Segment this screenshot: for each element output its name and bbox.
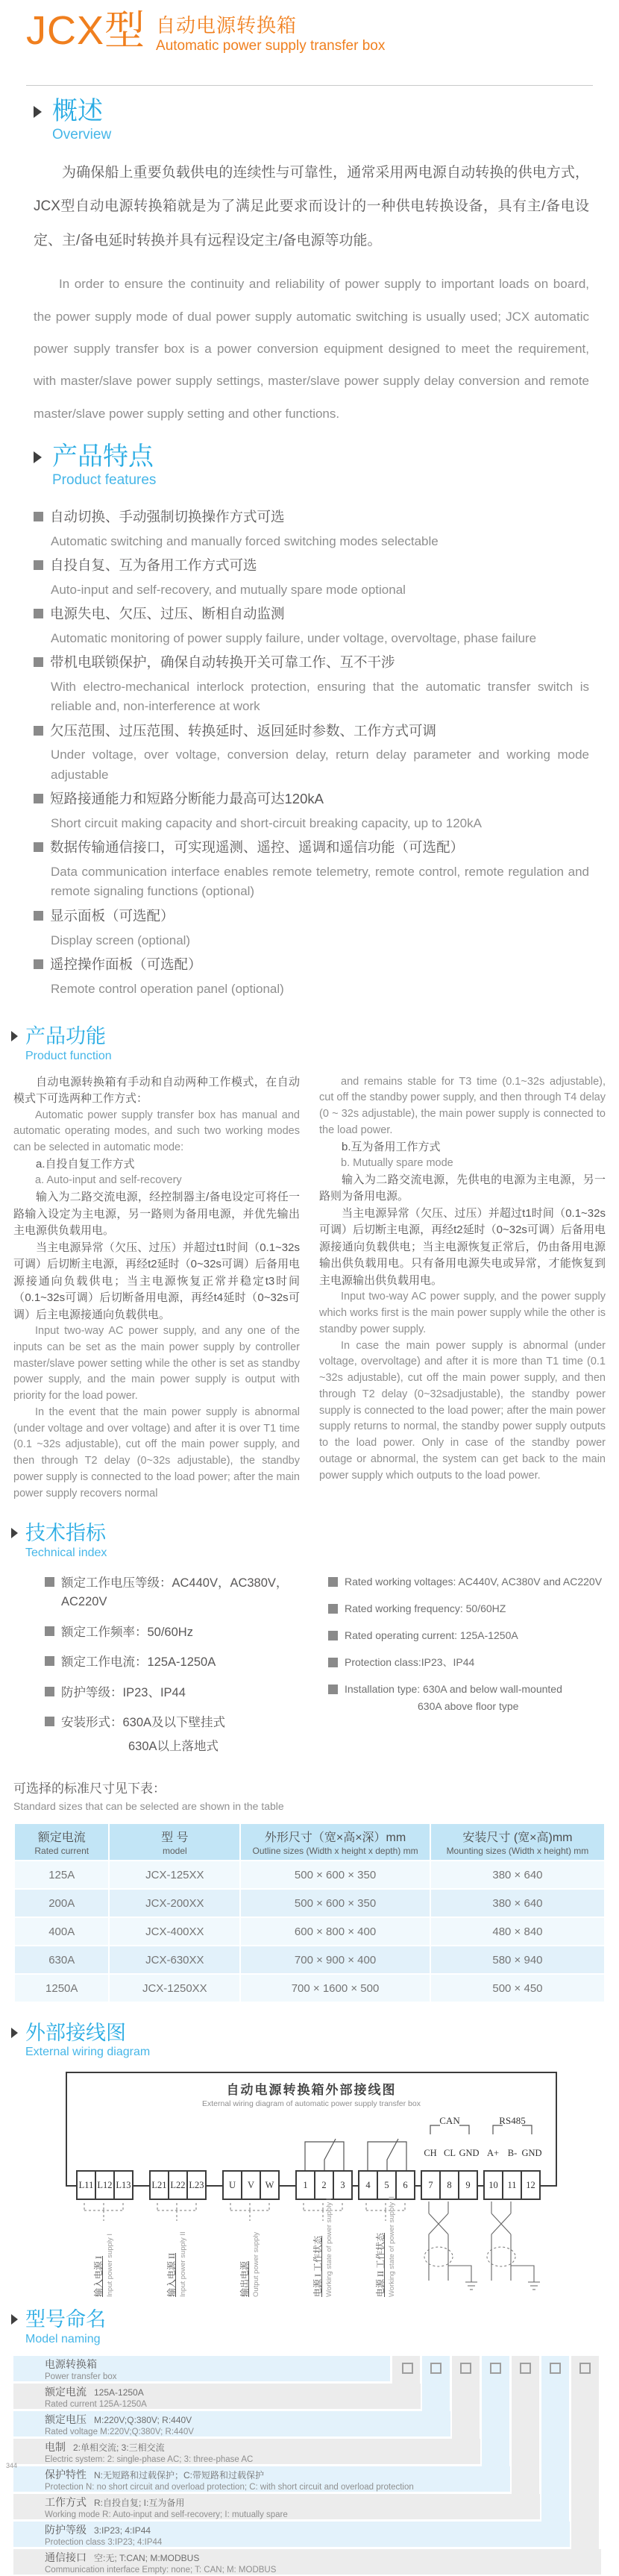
feature-item (34, 604, 589, 648)
code-box-icon (460, 2363, 471, 2374)
group-label-input2 (166, 2232, 188, 2298)
tech-right-column (328, 1574, 619, 1764)
function-paragraph: Automatic power supply transfer box has manual and automatic operating modes, and such two working modes can be selected in automatic mode: (13, 1109, 300, 1154)
table-row (15, 1861, 604, 1888)
group-label-input1 (93, 2234, 115, 2297)
naming-row (13, 2439, 480, 2464)
naming-label-en: Power transfer box (45, 2372, 117, 2381)
section-arrow-icon (34, 451, 42, 463)
naming-desc-zh: N:无短路和过载保护；C:带短路和过载保护 (94, 2469, 265, 2481)
terminal: 1 (295, 2170, 315, 2200)
terminal: L12 (95, 2170, 115, 2200)
terminal: 3 (333, 2170, 353, 2200)
feature-text-zh: 欠压范围、过压范围、转换延时、返回延时参数、工作方式可调 (50, 722, 437, 739)
terminal: 2 (314, 2170, 334, 2200)
bullet-square-icon (328, 1631, 338, 1640)
tech-item-en: Rated operating current: 125A-1250A (345, 1629, 518, 1641)
section-title-zh: 技术指标 (25, 1522, 106, 1545)
section-title-en: Product function (25, 1049, 112, 1062)
group-label-zh: 输出电源 (239, 2261, 250, 2298)
table-header-row (15, 1824, 604, 1860)
naming-heading (11, 2307, 619, 2346)
terminal: 8 (439, 2170, 459, 2200)
feature-text-en: Remote control operation panel (optional) (51, 981, 284, 996)
table-row (15, 1890, 604, 1917)
group-label-en: Input power supply II (178, 2231, 187, 2298)
naming-label-zh: 额定电流 (45, 2385, 87, 2398)
section-overview (0, 96, 619, 430)
wiring-under-area (66, 2187, 557, 2300)
function-paragraph: Input two-way AC power supply, and any one of the inputs can be set as the main power supply by controller master/slave power setting while the other is set as standby power supply, and the main power supply is output with priority for the load power. (13, 1325, 300, 1403)
cell-rated-current: 1250A (15, 1975, 108, 2002)
naming-row (13, 2466, 510, 2492)
terminal: 9 (458, 2170, 478, 2200)
wiring-box (66, 2072, 557, 2191)
feature-text-en: Automatic switching and manually forced switching modes selectable (51, 533, 439, 548)
bullet-square-icon (34, 609, 43, 618)
function-paragraph: 输入为二路交流电源，经控制器主/备电设定可将任一路输入设定为主电源，另一路则为备用电源，并优先输出主电源供负载用电。 (13, 1191, 300, 1238)
standard-sizes-table (13, 1823, 606, 2003)
feature-text-en: Short circuit making capacity and short-circuit breaking capacity, up to 120kA (51, 815, 482, 830)
wiring-connectors-graphic (66, 2201, 554, 2300)
bullet-square-icon (328, 1658, 338, 1667)
naming-desc-zh: 空:无; T:CAN; M:MODBUS (94, 2552, 200, 2563)
table-row (15, 1918, 604, 1945)
can-bus-label: CAN (439, 2115, 460, 2127)
group-label-state1 (312, 2199, 334, 2297)
tech-item-en: Rated working frequency: 50/60HZ (345, 1602, 506, 1614)
cell-model: JCX-125XX (110, 1861, 239, 1888)
section-title-en: External wiring diagram (25, 2046, 151, 2059)
naming-desc-zh: 2:单相交流; 3:三相交流 (73, 2442, 165, 2453)
cell-mounting-size: 580 × 940 (431, 1946, 604, 1973)
pin-label-aplus: A+ (486, 2148, 500, 2159)
feature-item (34, 507, 589, 551)
code-box-icon (490, 2363, 501, 2374)
function-paragraph: 自动电源转换箱有手动和自动两种工作模式，在自动模式下可选两种工作方式： (13, 1075, 300, 1106)
naming-desc-zh: R:自投自复; I:互为备用 (94, 2497, 185, 2508)
cell-outline-size: 500 × 600 × 350 (241, 1890, 430, 1917)
cell-outline-size: 700 × 900 × 400 (241, 1946, 430, 1973)
naming-strip (541, 2356, 569, 2522)
feature-item (34, 789, 589, 833)
naming-desc-zh: 3:IP23; 4:IP44 (94, 2525, 151, 2536)
section-title-en: Technical index (25, 1546, 107, 1559)
section-arrow-icon (11, 2028, 18, 2038)
naming-row (13, 2384, 421, 2409)
group-label-zh: 输入电源 II (166, 2253, 177, 2298)
terminal: L13 (113, 2170, 133, 2200)
code-box-icon (430, 2363, 442, 2374)
naming-strip (512, 2356, 539, 2494)
naming-desc-en: 125A-1250A (98, 2399, 147, 2409)
naming-label-zh: 工作方式 (45, 2495, 87, 2508)
bullet-square-icon (34, 726, 43, 736)
bullet-square-icon (45, 1656, 54, 1666)
naming-label-en: Protection class (45, 2537, 106, 2547)
cell-rated-current: 200A (15, 1890, 108, 1917)
feature-text-en: Automatic monitoring of power supply failure, under voltage, overvoltage, phase failure (51, 630, 537, 645)
feature-text-zh: 数据传输通信接口，可实现遥测、遥控、遥调和遥信功能（可选配） (50, 839, 465, 856)
naming-label-zh: 额定电压 (45, 2413, 87, 2425)
group-label-en: Working state of power supply II (387, 2196, 396, 2298)
table-row (15, 1975, 604, 2002)
tech-item-en: Rated working voltages: AC440V, AC380V and AC220V (345, 1575, 603, 1588)
wiring-diagram (66, 2072, 557, 2300)
section-title-zh: 概述 (52, 97, 103, 125)
bullet-square-icon (328, 1604, 338, 1614)
terminal: U (222, 2170, 242, 2200)
terminal: 6 (395, 2170, 415, 2200)
group-label-en: Working state of power supply I (324, 2199, 333, 2298)
bullet-square-icon (34, 959, 43, 969)
section-function (0, 1024, 619, 1502)
tech-item-en: Protection class:IP23、IP44 (345, 1655, 475, 1668)
cell-model: JCX-1250XX (110, 1975, 239, 2002)
feature-text-en: With electro-mechanical interlock protection, ensuring that the automatic transfer switch is reliable and, non-interference at work (51, 679, 589, 714)
feature-text-zh: 遥控操作面板（可选配） (50, 956, 202, 972)
function-paragraph: b. Mutually spare mode (341, 1157, 453, 1170)
naming-label-zh: 保护特性 (45, 2468, 87, 2481)
naming-desc-zh: 125A-1250A (94, 2387, 144, 2398)
page-header (26, 10, 593, 79)
pin-label-cl: CL (444, 2148, 456, 2159)
naming-label-en: Rated voltage (45, 2427, 98, 2436)
function-left-column (13, 1074, 300, 1502)
tech-heading (11, 1521, 619, 1560)
cell-model: JCX-400XX (110, 1918, 239, 1945)
section-arrow-icon (11, 2314, 18, 2325)
feature-item (34, 838, 589, 902)
switch-symbols-graphic (67, 2073, 556, 2185)
function-columns (13, 1074, 606, 1502)
feature-item (34, 556, 589, 600)
page-number: 344 (6, 2462, 18, 2469)
section-title-en: Product features (52, 471, 157, 488)
terminal: 5 (377, 2170, 397, 2200)
cell-mounting-size: 380 × 640 (431, 1890, 604, 1917)
feature-text-en: Auto-input and self-recovery, and mutually spare mode optional (51, 582, 406, 597)
wiring-box-title-en: External wiring diagram of automatic power supply transfer box (202, 2099, 421, 2109)
terminal: L23 (186, 2170, 207, 2200)
terminal: L11 (76, 2170, 96, 2200)
section-arrow-icon (11, 1031, 18, 1041)
overview-heading (34, 96, 619, 144)
datasheet-page (0, 8, 619, 2575)
feature-text-zh: 自投自复、互为备用工作方式可选 (50, 557, 257, 573)
function-paragraph: and remains stable for T3 time (0.1~32s adjustable), cut off the standby power supply, and then through T4 delay (0 ~ 32s adjustable), the main power supply is connected to the load power. (319, 1075, 606, 1136)
naming-desc-en: 2: single-phase AC; 3: three-phase AC (107, 2454, 254, 2464)
feature-text-zh: 电源失电、欠压、过压、断相自动监测 (50, 606, 285, 621)
function-paragraph: Input two-way AC power supply, and the power supply which works first is the main power supply while the other is standby power supply. (319, 1291, 606, 1335)
bullet-square-icon (34, 512, 43, 521)
function-paragraph: a.自投自复工作方式 (36, 1157, 135, 1171)
cell-rated-current: 630A (15, 1946, 108, 1973)
cell-outline-size: 500 × 600 × 350 (241, 1861, 430, 1888)
product-model-title: JCX型 (26, 8, 146, 53)
group-label-state2 (375, 2196, 397, 2297)
tech-item-zh-extra: 630A以上落地式 (128, 1740, 219, 1754)
bullet-square-icon (45, 1577, 54, 1587)
code-box-icon (402, 2363, 413, 2374)
cell-rated-current: 400A (15, 1918, 108, 1945)
terminal: 11 (502, 2170, 522, 2200)
feature-text-zh: 短路接通能力和短路分断能力最高可达120kA (50, 791, 324, 807)
group-label-en: Output power supply (251, 2232, 260, 2298)
feature-text-zh: 自动切换、手动强制切换操作方式可选 (50, 508, 285, 524)
pin-label-bminus: B- (507, 2148, 518, 2159)
pin-label-gnd: GND (459, 2148, 480, 2159)
naming-desc-en: Empty: none; T: CAN; M: MODBUS (142, 2565, 277, 2575)
tech-item-zh: 安装形式：630A及以下壁挂式 (61, 1716, 226, 1730)
section-features (0, 442, 619, 999)
section-title-en: Model naming (25, 2332, 101, 2345)
header-divider (26, 85, 593, 86)
naming-desc-en: M:220V;Q:380V; R:440V (100, 2427, 194, 2436)
naming-label-en: Rated current (45, 2399, 97, 2409)
naming-label-en: Electric system: (45, 2454, 105, 2464)
section-wiring (0, 2021, 619, 2300)
cell-outline-size: 700 × 1600 × 500 (241, 1975, 430, 2002)
naming-strip (571, 2356, 599, 2549)
section-tech (0, 1521, 619, 2003)
product-title-en: Automatic power supply transfer box (156, 37, 386, 54)
function-paragraph: In the event that the main power supply is abnormal (under voltage and over voltage) and after it is over T1 time (0.1 ~32s adjustable), cut off the main power supply, and then through T2 delay (0~32s adjustable), the standby power supply is connected to the load power; after the main power supply recovers normal (13, 1405, 300, 1499)
overview-paragraph-zh: 为确保船上重要负载供电的连续性与可靠性，通常采用两电源自动转换的供电方式，JCX型自动电源转换箱就是为了满足此要求而设计的一种供电转换设备，具有主/备电设定、主/备电延时转换并具有远程设定主/备电源等功能。 (34, 164, 589, 248)
terminal: L22 (168, 2170, 188, 2200)
cell-outline-size: 600 × 800 × 400 (241, 1918, 430, 1945)
function-paragraph: In case the main power supply is abnormal (under voltage, overvoltage) and after it is more than T1 time (0.1 ~32s adjustable), cut off the main power supply, and then through T2 delay (0~32sadjustable), the standby power supply is connected to the load power; after the main power supply returns to normal, the standby power supply outputs to the load power. Only in case of the standby power outage or abnormal, the system can get back to the main power supply which outputs to the load power. (319, 1339, 606, 1482)
bullet-square-icon (34, 560, 43, 570)
function-paragraph: 输入为二路交流电源，先供电的电源为主电源，另一路则为备用电源。 (319, 1173, 606, 1203)
terminal: 4 (358, 2170, 378, 2200)
terminal: V (241, 2170, 261, 2200)
tech-item-zh: 额定工作频率：50/60Hz (61, 1625, 193, 1639)
feature-text-zh: 带机电联锁保护，确保自动转换开关可靠工作、互不干涉 (50, 654, 395, 671)
overview-paragraph-en: In order to ensure the continuity and reliability of power supply to important loads on board, the power supply mode of dual power supply automatic switching is usually used; JCX automatic power supply transfer box is a power conversion equipment designed to meet the requirement, with master/slave power supply settings, master/slave power supply delay conversion and remote master/slave power supply setting and other functions. (34, 277, 589, 421)
section-arrow-icon (34, 106, 42, 118)
cell-mounting-size: 480 × 840 (431, 1918, 604, 1945)
terminal: 7 (421, 2170, 441, 2200)
cell-model: JCX-630XX (110, 1946, 239, 1973)
section-title-en: Overview (52, 126, 112, 142)
feature-item (34, 653, 589, 717)
table-header-cell: 型 号 model (110, 1824, 239, 1860)
tech-item-zh: 额定工作电流：125A-1250A (61, 1655, 216, 1670)
naming-label-zh: 电源转换箱 (45, 2357, 97, 2370)
sizes-note-en: Standard sizes that can be selected are shown in the table (13, 1800, 284, 1813)
feature-text-en: Data communication interface enables remote telemetry, remote control, remote regulation and remote signaling functions (optional) (51, 865, 589, 899)
naming-row (13, 2522, 570, 2547)
group-label-zh: 输入电源 I (93, 2256, 104, 2298)
table-header-cell: 外形尺寸（宽×高×深）mm Outline sizes (Width x height x depth) mm (241, 1824, 430, 1860)
naming-row (13, 2549, 601, 2575)
feature-item (34, 721, 589, 786)
features-heading (34, 442, 619, 489)
naming-desc-en: N: no short circuit and overload protection; C: with short circuit and overload protection (85, 2482, 414, 2492)
tech-item-zh: 额定工作电压等级：AC440V，AC380V，AC220V (61, 1576, 289, 1609)
section-title-zh: 产品功能 (25, 1025, 106, 1048)
terminal: W (260, 2170, 280, 2200)
naming-row (13, 2494, 540, 2519)
naming-label-en: Working mode (45, 2510, 100, 2519)
function-paragraph: 当主电源异常（欠压、过压）并超过t1时间（0.1~32s可调）后切断主电源，再经t2延时（0~32s可调）后备用电源接通向负载供电；当主电源恢复正常并稳定t3时间（0.1~32s可调）后切断备用电源，再经t4延时（0~32s可调）后主电源接通向负载供电。 (13, 1241, 300, 1321)
pin-label-ch: CH (424, 2148, 437, 2159)
feature-item (34, 955, 589, 999)
bullet-square-icon (45, 1687, 54, 1696)
cell-mounting-size: 500 × 450 (431, 1975, 604, 2002)
cell-rated-current: 125A (15, 1861, 108, 1888)
function-paragraph: b.互为备用工作方式 (342, 1140, 441, 1153)
bullet-square-icon (45, 1626, 54, 1636)
section-title-zh: 产品特点 (52, 442, 154, 471)
product-title-block (156, 15, 385, 56)
function-paragraph: a. Auto-input and self-recovery (35, 1174, 182, 1187)
naming-desc-zh: M:220V;Q:380V; R:440V (94, 2414, 192, 2425)
rs485-bus-label: RS485 (499, 2115, 526, 2127)
feature-list (34, 507, 589, 999)
bullet-square-icon (45, 1717, 54, 1726)
feature-text-en: Under voltage, over voltage, conversion delay, return delay parameter and working mode adjustable (51, 748, 589, 782)
wiring-box-title-zh: 自动电源转换箱外部接线图 (226, 2083, 397, 2098)
naming-label-en: Communication interface (45, 2565, 140, 2575)
table-row (15, 1946, 604, 1973)
terminal: 12 (521, 2170, 541, 2200)
group-label-zh: 电源 I 工作状态 (312, 2236, 323, 2298)
code-box-icon (520, 2363, 531, 2374)
tech-item-en: Installation type: 630A and below wall-mounted (345, 1682, 562, 1695)
naming-row (13, 2356, 390, 2381)
sizes-note-zh: 可选择的标准尺寸见下表： (13, 1781, 166, 1796)
function-paragraph: 当主电源异常（欠压、过压）并超过t1时间（0.1~32s可调）后切断主电源，再经t2延时（0~32s可调）后备用电源接通向负载供电；当主电源恢复正常后，仍由备用电源输出供负载用电。只有备用电源失电或异常，才能恢复到主电源输出供负载用电。 (319, 1206, 606, 1287)
bullet-square-icon (328, 1685, 338, 1694)
tech-columns (45, 1574, 619, 1764)
naming-row (13, 2411, 450, 2436)
cell-model: JCX-200XX (110, 1890, 239, 1917)
terminal: L21 (149, 2170, 169, 2200)
feature-item (34, 906, 589, 950)
pin-label-gnd2: GND (521, 2148, 542, 2159)
naming-desc-en: R: Auto-input and self-recovery; I: mutually spare (102, 2510, 288, 2519)
function-heading (11, 1024, 619, 1063)
product-title-zh: 自动电源转换箱 (156, 14, 298, 37)
function-right-column (319, 1074, 606, 1502)
bullet-square-icon (34, 794, 43, 803)
tech-left-column (45, 1574, 328, 1764)
feature-text-en: Display screen (optional) (51, 933, 191, 947)
naming-desc-en: 3:IP23; 4:IP44 (107, 2537, 163, 2547)
code-box-icon (550, 2363, 561, 2374)
naming-label-zh: 防护等级 (45, 2523, 87, 2536)
naming-label-zh: 电制 (45, 2440, 66, 2453)
tech-item-en-extra: 630A above floor type (418, 1699, 519, 1712)
section-naming (0, 2307, 619, 2575)
group-label-zh: 电源 II 工作状态 (375, 2233, 386, 2298)
table-header-cell: 额定电流 Rated current (15, 1824, 108, 1860)
bullet-square-icon (34, 842, 43, 852)
section-title-zh: 外部接线图 (25, 2022, 126, 2045)
section-title-zh: 型号命名 (25, 2308, 106, 2331)
sizes-note (13, 1778, 619, 1812)
cell-mounting-size: 380 × 640 (431, 1861, 604, 1888)
group-label-output (239, 2232, 261, 2297)
bullet-square-icon (34, 911, 43, 921)
section-arrow-icon (11, 1528, 18, 1538)
group-label-en: Input power supply I (105, 2234, 114, 2298)
bullet-square-icon (34, 657, 43, 667)
terminal: 10 (483, 2170, 503, 2200)
model-naming-diagram (13, 2356, 606, 2576)
feature-text-zh: 显示面板（可选配） (50, 907, 175, 924)
naming-label-en: Protection (45, 2482, 84, 2492)
table-header-cell: 安装尺寸 (宽×高)mm Mounting sizes (Width x height) mm (431, 1824, 604, 1860)
bullet-square-icon (328, 1577, 338, 1587)
wiring-heading (11, 2021, 619, 2060)
code-box-icon (579, 2363, 591, 2374)
tech-item-zh: 防护等级：IP23、IP44 (61, 1685, 186, 1699)
naming-label-zh: 通信接口 (45, 2551, 87, 2563)
